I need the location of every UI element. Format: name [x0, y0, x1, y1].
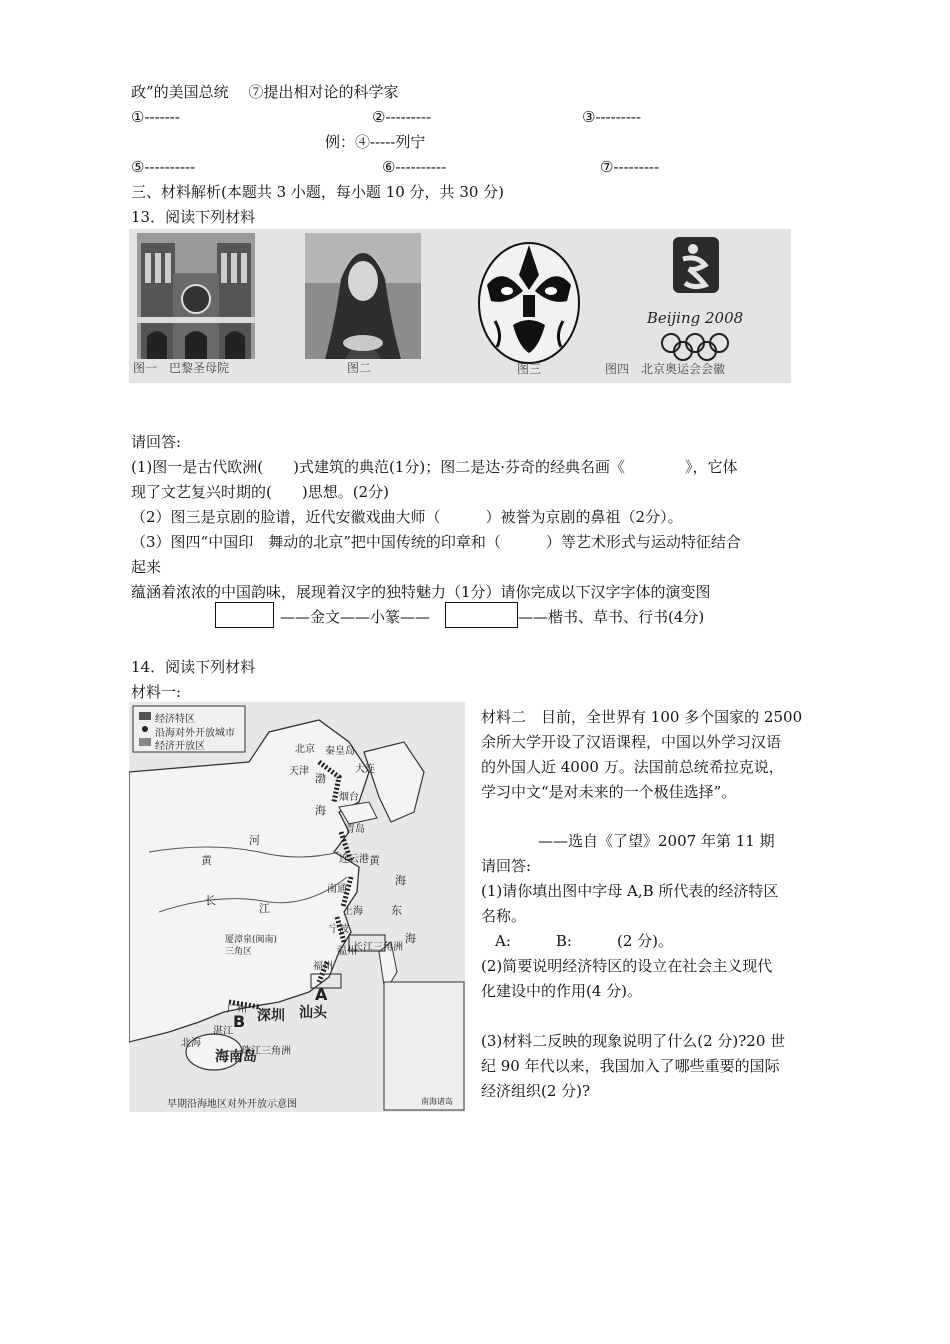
q13-image-strip [129, 229, 791, 383]
q13-part4: 蕴涵着浓浓的中国韵味，展现着汉字的独特魅力（1分）请你完成以下汉字字体的演变图 [131, 583, 711, 601]
blank-5: ⑤---------- [131, 158, 196, 176]
evolution-chain-end: ——楷书、草书、行书(4分) [518, 608, 705, 626]
q14-part2b: 化建设中的作用(4 分)。 [481, 982, 643, 1000]
q13-part3b: 起来 [131, 558, 162, 576]
sea-label-bo: 渤 [315, 772, 326, 785]
q13-prompt: 请回答: [131, 433, 182, 451]
material-two-line-2: 余所大学开设了汉语课程，中国以外学习汉语 [481, 733, 782, 751]
fig2-caption: 图二 [347, 361, 372, 375]
city-yantai: 烟台 [339, 792, 359, 803]
material-two-line-1: 材料二 目前，全世界有 100 多个国家的 2500 [481, 708, 803, 726]
blank-3: ③--------- [582, 108, 642, 126]
region-yangtze-delta: 长江三角洲 [353, 942, 403, 953]
city-wenzhou: 温州 [337, 946, 357, 957]
region-minnan-triangle: 厦漳泉(闽南)三角区 [225, 935, 278, 957]
fig3-caption: 图三 [517, 362, 542, 376]
q14-part1b: 名称。 [481, 907, 527, 925]
q14-part3c: 经济组织(2 分)? [481, 1082, 591, 1100]
evolution-blank-2[interactable] [445, 602, 518, 628]
city-fuzhou: 福州 [313, 961, 333, 972]
city-qinhuangdao: 秦皇岛 [325, 746, 355, 757]
city-zhanjiang: 湛江 [213, 1026, 233, 1037]
blank-7: ⑦--------- [600, 158, 660, 176]
q13-part3a: （3）图四“中国印 舞动的北京”把中国传统的印章和（ ）等艺术形式与运动特征结合 [131, 533, 741, 551]
map-caption: 早期沿海地区对外开放示意图 [167, 1099, 297, 1110]
q14-part1c: A: B: (2 分)。 [495, 932, 673, 950]
city-ningbo: 宁波 [329, 924, 349, 935]
river-label-huang: 黄 [201, 854, 212, 867]
q14-part3a: (3)材料二反映的现象说明了什么(2 分)?20 世 [481, 1032, 786, 1050]
city-beijing: 北京 [295, 744, 315, 755]
river-label-jiang: 江 [259, 902, 270, 915]
q13-part1b: 现了文艺复兴时期的( )思想。(2分) [131, 483, 389, 501]
region-pearl-delta: 珠江三角洲 [241, 1046, 291, 1057]
fig4-caption: 图四 北京奥运会会徽 [605, 362, 726, 376]
city-beihai: 北海 [181, 1038, 201, 1049]
sea-label-hai-2: 海 [395, 874, 406, 887]
legend-open-cities: 沿海对外开放城市 [155, 728, 235, 739]
evolution-blank-1[interactable] [215, 602, 274, 628]
coastal-opening-map [129, 702, 465, 1112]
section-heading: 三、材料解析(本题共 3 小题，每小题 10 分，共 30 分) [131, 183, 505, 201]
legend-open-zones: 经济开放区 [155, 741, 205, 752]
evolution-chain-middle: ——金文——小篆—— [280, 608, 431, 626]
emblem-text: Beijing 2008 [646, 309, 744, 327]
city-guangzhou: 广州 [227, 1004, 247, 1015]
city-qingdao: 青岛 [345, 824, 365, 835]
q14-title: 14．阅读下列材料 [131, 658, 256, 676]
material-two-source: ——选自《了望》2007 年第 11 期 [538, 832, 775, 850]
region-hainan: 海南岛 [215, 1049, 257, 1065]
q14-part1a: (1)请你填出图中字母 A,B 所代表的经济特区 [481, 882, 779, 900]
example-line: 例：④-----列宁 [325, 133, 426, 151]
olympic-emblem-image [635, 233, 755, 363]
q13-part1a: (1)图一是古代欧洲( )式建筑的典范(1分)；图二是达·芬奇的经典名画《 》，它体 [131, 458, 738, 476]
notre-dame-image [137, 233, 255, 359]
blank-1: ①------- [131, 108, 180, 126]
city-tianjin: 天津 [289, 766, 309, 777]
q14-part3b: 纪 90 年代以来，我国加入了哪些重要的国际 [481, 1057, 780, 1075]
q13-title: 13．阅读下列材料 [131, 208, 256, 226]
material-one-label: 材料一: [131, 683, 182, 701]
q14-part2a: (2)简要说明经济特区的设立在社会主义现代 [481, 957, 773, 975]
city-lianyungang: 连云港 [339, 854, 369, 865]
region-shenzhen: 深圳 [257, 1008, 285, 1024]
mona-lisa-image [305, 233, 421, 359]
opera-mask-image [473, 235, 585, 365]
material-two-line-3: 的外国人近 4000 万。法国前总统希拉克说， [481, 758, 784, 776]
river-label-chang: 长 [205, 894, 216, 907]
blank-6: ⑥---------- [382, 158, 447, 176]
region-shantou: 汕头 [299, 1005, 327, 1021]
marker-a: A [315, 985, 328, 1004]
sea-label-huang: 黄 [369, 854, 380, 867]
q14-prompt: 请回答: [481, 857, 532, 875]
sea-label-dong: 东 [391, 904, 402, 917]
legend-sez: 经济特区 [155, 714, 195, 725]
blank-2: ②--------- [372, 108, 432, 126]
river-label-he: 河 [249, 834, 260, 847]
material-two-line-4: 学习中文“是对未来的一个极佳选择”。 [481, 783, 737, 801]
sea-label-hai-3: 海 [405, 932, 416, 945]
sea-label-hai-1: 海 [315, 804, 326, 817]
marker-b: B [233, 1012, 246, 1031]
intro-line: 政”的美国总统 ⑦提出相对论的科学家 [131, 83, 399, 101]
city-nantong: 南通 [327, 884, 347, 895]
city-dalian: 大连 [355, 764, 375, 775]
region-south-china-sea-islands: 南海诸岛 [421, 1097, 453, 1106]
q13-part2: （2）图三是京剧的脸谱，近代安徽戏曲大师（ ）被誉为京剧的鼻祖（2分）。 [131, 508, 683, 526]
city-shanghai: 上海 [343, 906, 363, 917]
fig1-caption: 图一 巴黎圣母院 [133, 361, 230, 375]
